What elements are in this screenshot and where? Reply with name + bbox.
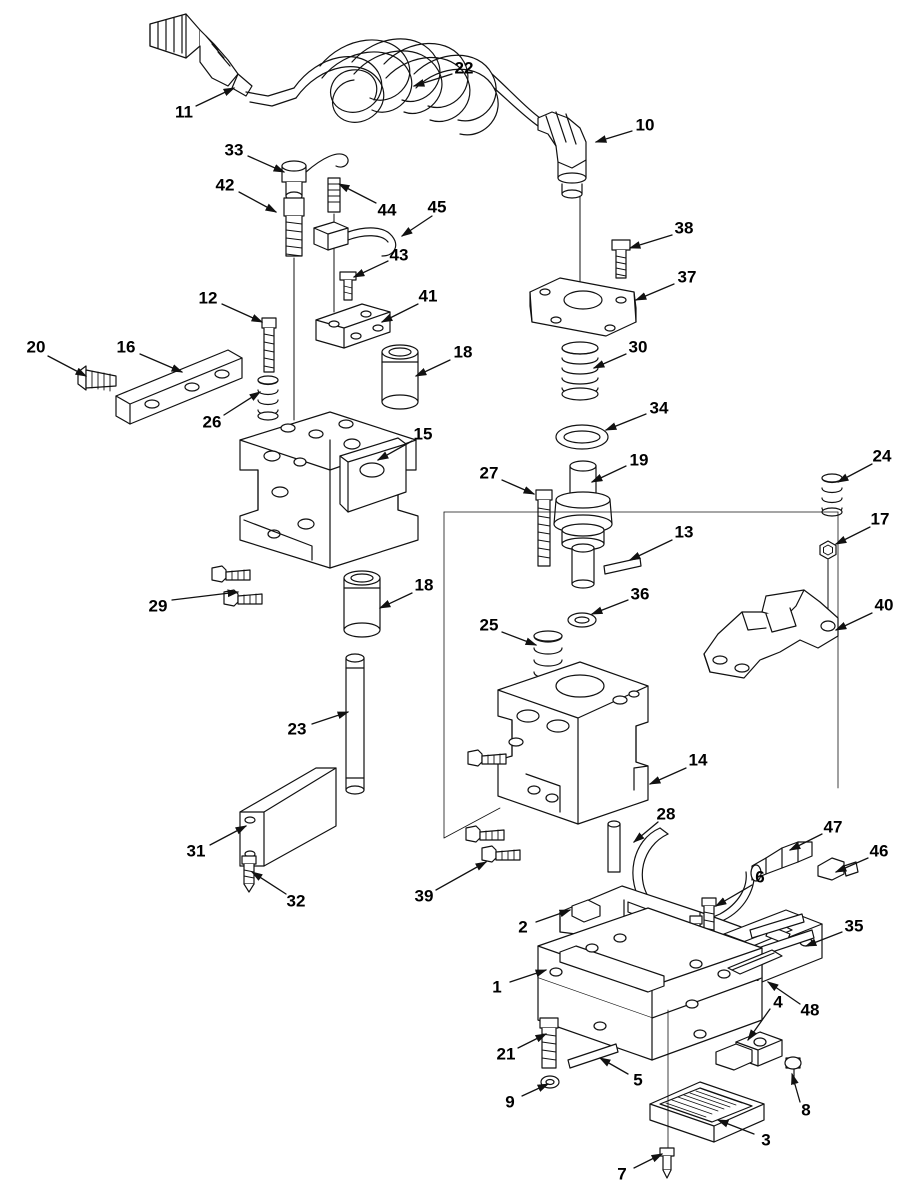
- leader-line-14: [650, 768, 686, 784]
- part-36-washer: [568, 613, 596, 627]
- callout-46: 46: [869, 841, 889, 861]
- callout-39: 39: [414, 886, 434, 906]
- leader-line-44: [339, 184, 376, 203]
- part-44-pin: [328, 178, 340, 212]
- leader-line-25: [502, 632, 536, 645]
- part-15-upper-housing: [240, 412, 418, 568]
- callout-21: 21: [496, 1044, 516, 1064]
- callout-2: 2: [518, 917, 528, 937]
- callout-14: 14: [688, 750, 708, 770]
- callout-17: 17: [870, 509, 890, 529]
- callout-13: 13: [674, 522, 694, 542]
- callout-41: 41: [418, 286, 438, 306]
- callout-11: 11: [175, 102, 193, 122]
- callout-10: 10: [635, 115, 655, 135]
- part-10-elbow-fitting: [538, 112, 586, 198]
- callout-32: 32: [286, 891, 306, 911]
- callout-34: 34: [649, 398, 669, 418]
- leader-line-19: [592, 466, 626, 482]
- callout-48: 48: [800, 1000, 820, 1020]
- leader-line-13: [630, 540, 672, 560]
- callout-19: 19: [629, 450, 649, 470]
- leader-line-33: [248, 156, 284, 172]
- part-14-lower-housing: [498, 662, 648, 824]
- part-19-piston: [554, 461, 612, 588]
- leader-line-12: [222, 304, 262, 322]
- part-41-top-plate: [316, 304, 390, 348]
- callout-40: 40: [874, 595, 894, 615]
- leader-line-18b: [380, 593, 412, 608]
- callout-20: 20: [26, 337, 46, 357]
- callout-38: 38: [674, 218, 694, 238]
- callout-27: 27: [479, 463, 499, 483]
- leader-line-34: [606, 414, 646, 430]
- callout-31: 31: [186, 841, 206, 861]
- leader-line-11: [196, 88, 234, 106]
- leader-line-9: [522, 1084, 548, 1096]
- leader-line-16: [140, 354, 182, 372]
- leader-line-30: [594, 354, 626, 368]
- callout-28: 28: [656, 804, 676, 824]
- leader-line-8: [792, 1074, 800, 1102]
- part-7-screw: [660, 1148, 674, 1178]
- part-43-screw: [340, 272, 356, 300]
- callout-36: 36: [630, 584, 650, 604]
- part-22-coiled-hose: [246, 39, 540, 135]
- callout-43: 43: [389, 245, 409, 265]
- part-40-bracket: [704, 590, 838, 678]
- part-18-bushing-upper: [382, 345, 418, 409]
- callout-9: 9: [505, 1092, 515, 1112]
- callout-37: 37: [677, 267, 697, 287]
- part-38-bolt: [612, 240, 630, 278]
- leader-line-18: [416, 360, 450, 376]
- leader-line-45: [402, 216, 432, 236]
- callout-3: 3: [761, 1130, 771, 1150]
- part-18-bushing-lower: [344, 571, 380, 637]
- callout-5: 5: [633, 1070, 643, 1090]
- leader-line-17: [836, 527, 870, 544]
- part-17-hex-nut: [820, 541, 836, 559]
- leader-line-26: [224, 392, 260, 415]
- leader-line-5: [600, 1058, 628, 1074]
- leader-line-42: [239, 192, 276, 212]
- leader-line-24: [838, 464, 872, 482]
- leader-line-27: [502, 480, 534, 494]
- callout-30: 30: [628, 337, 648, 357]
- part-34-o-ring: [556, 425, 608, 449]
- callout-8: 8: [801, 1100, 811, 1120]
- part-46-screw: [818, 858, 858, 880]
- callout-45: 45: [427, 197, 447, 217]
- part-12-bolt: [262, 318, 276, 372]
- callout-18: 18: [453, 342, 473, 362]
- part-23-shaft: [346, 654, 364, 794]
- part-13-pin: [604, 558, 641, 574]
- leader-line-28: [634, 822, 658, 842]
- callout-16: 16: [116, 337, 136, 357]
- callout-23: 23: [287, 719, 307, 739]
- part-8-screw: [785, 1057, 801, 1084]
- callout-24: 24: [872, 446, 892, 466]
- part-21-bolt: [540, 1018, 558, 1068]
- leader-line-37: [636, 284, 674, 300]
- callout-22: 22: [454, 58, 474, 78]
- part-42-threaded-stem: [284, 198, 304, 256]
- part-45-lever: [314, 222, 396, 256]
- callout-12: 12: [198, 288, 218, 308]
- callout-35: 35: [844, 916, 864, 936]
- part-11-fitting: [150, 14, 252, 96]
- callout-42: 42: [215, 175, 235, 195]
- callout-44: 44: [377, 200, 397, 220]
- leader-line-7: [634, 1154, 662, 1168]
- leader-line-10: [596, 131, 632, 142]
- part-30-spring: [562, 342, 598, 400]
- part-24-spring: [822, 474, 842, 516]
- part-20-screw: [78, 366, 116, 391]
- callout-6: 6: [755, 867, 765, 887]
- leader-line-20: [48, 356, 86, 376]
- callout-4: 4: [773, 992, 783, 1012]
- part-3-footplate: [650, 1082, 764, 1142]
- leader-line-40: [836, 613, 872, 630]
- callout-33: 33: [224, 140, 244, 160]
- part-29-bolts: [212, 566, 262, 606]
- part-37-cap-plate: [530, 278, 636, 336]
- callout-47: 47: [823, 817, 843, 837]
- callout-29: 29: [148, 596, 168, 616]
- part-27-bolt: [536, 490, 552, 566]
- callout-25: 25: [479, 615, 499, 635]
- leader-line-32: [252, 872, 286, 894]
- part-26-spring: [258, 376, 278, 420]
- part-31-cover-plate: [240, 768, 336, 866]
- callout-1: 1: [492, 977, 502, 997]
- part-16-mount-bar: [116, 350, 242, 424]
- callout-7: 7: [617, 1164, 627, 1184]
- leader-line-43: [354, 261, 388, 277]
- leader-line-36: [592, 600, 628, 614]
- leader-line-39: [436, 862, 486, 890]
- leader-line-38: [630, 235, 672, 248]
- callout-15: 15: [413, 424, 433, 444]
- callout-26: 26: [202, 412, 222, 432]
- leader-line-23: [312, 712, 348, 724]
- callout-18b: 18: [414, 575, 434, 595]
